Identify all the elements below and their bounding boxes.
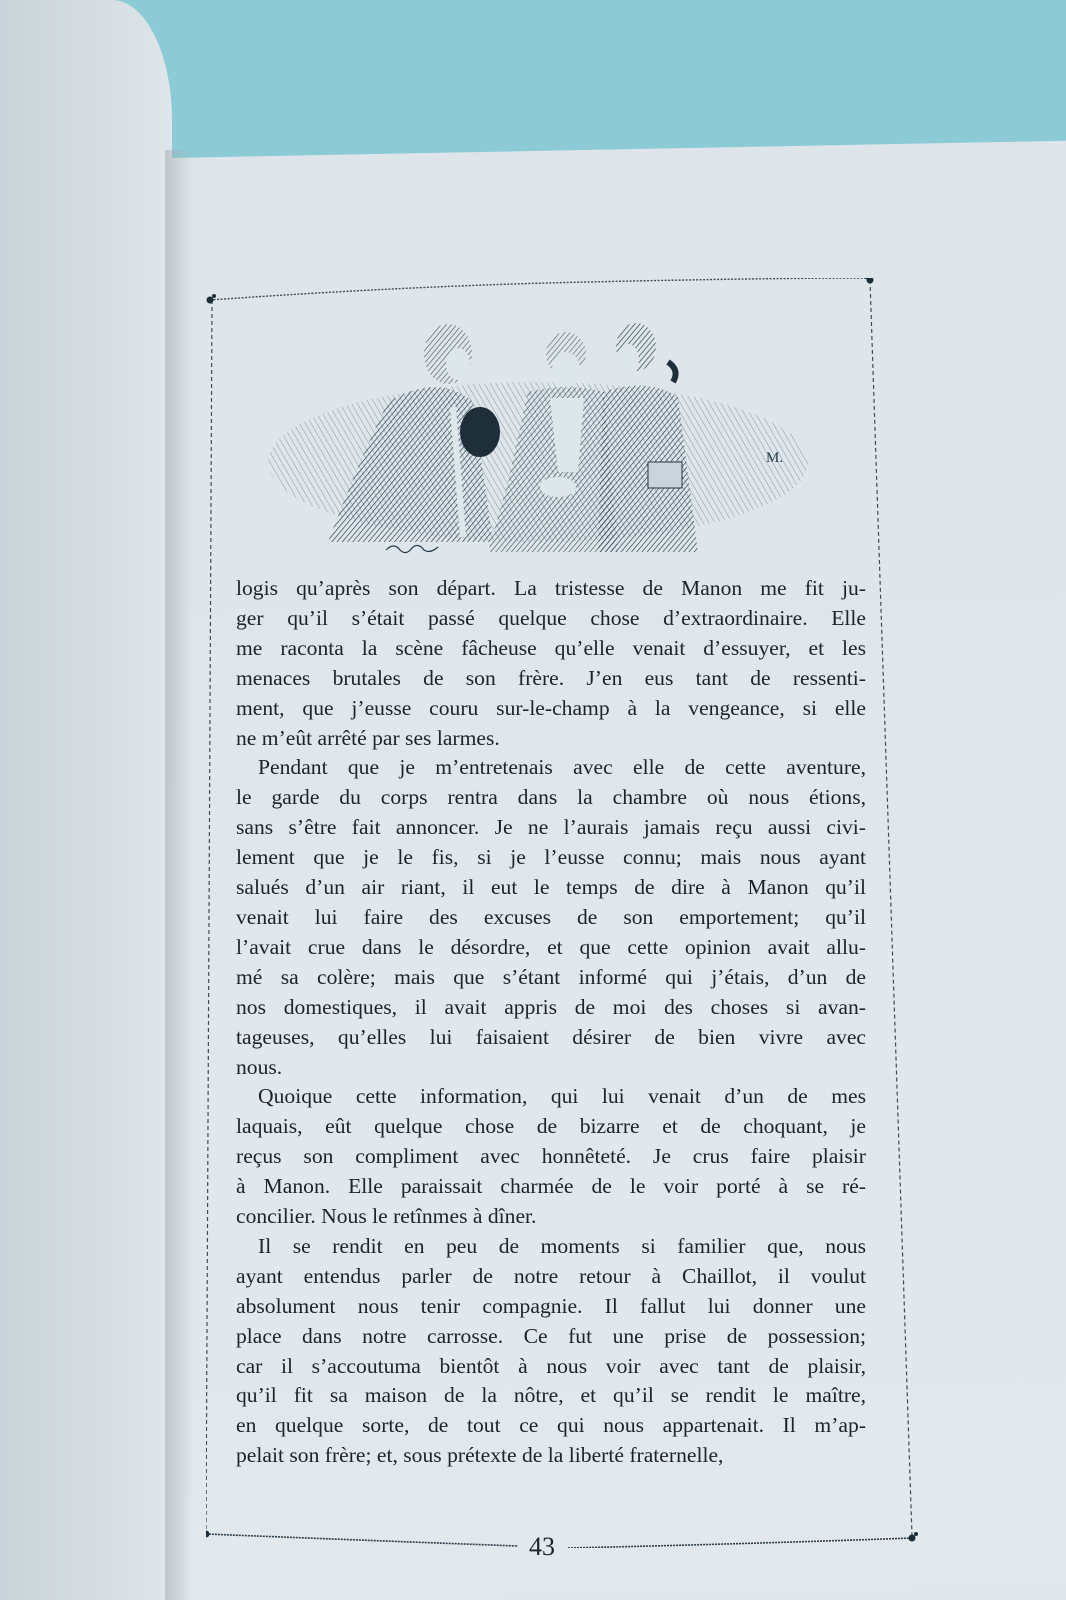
border-left (206, 300, 212, 1533)
illustration-monogram: M. (766, 450, 784, 466)
page-number: 43 (529, 1532, 555, 1561)
text-line: menaces brutales de son frère. J’en eus tant de ressenti- (236, 665, 866, 690)
text-line: concilier. Nous le retînmes à dîner. (236, 1204, 537, 1229)
border-right (870, 280, 912, 1536)
text-line: me raconta la scène fâcheuse qu’elle venait d’essuyer, et les (236, 635, 866, 660)
text-line: pelait son frère; et, sous prétexte de la liberté fraternelle, (236, 1443, 724, 1468)
border-bottom-right (568, 1538, 912, 1548)
text-line: place dans notre carrosse. Ce fut une prise de possession; (236, 1323, 866, 1348)
text-line: car il s’accoutuma bientôt à nous voir avec tant de plaisir, (236, 1353, 866, 1378)
engraver-signature (386, 545, 438, 552)
text-line: Pendant que je m’entretenais avec elle de cette aventure, (258, 755, 866, 780)
text-line: qu’il fit sa maison de la nôtre, et qu’il se rendit le maître, (236, 1383, 866, 1408)
text-line: logis qu’après son départ. La tristesse de Manon me fit ju- (236, 576, 866, 600)
figure-right-man (598, 323, 698, 552)
text-line: venait lui faire des excuses de son emportement; qu’il (236, 904, 866, 929)
text-line: lement que je le fis, si je l’eusse connu; mais nous ayant (236, 845, 866, 870)
border-bottom-left (206, 1534, 518, 1546)
text-line: tageuses, qu’elles lui faisaient désirer de bien vivre avec (236, 1024, 866, 1049)
text-line: absolument nous tenir compagnie. Il fallut lui donner une (236, 1293, 866, 1318)
text-line: reçus son compliment avec honnêteté. Je crus faire plaisir (236, 1144, 866, 1169)
engraving-illustration (258, 312, 818, 556)
paragraph (236, 1082, 866, 1232)
text-line: ment, que j’eusse couru sur-le-champ à la vengeance, si elle (236, 695, 866, 720)
paragraph (236, 1232, 866, 1471)
text-line: ger qu’il s’était passé quelque chose d’extraordinaire. Elle (236, 605, 866, 630)
engraving-svg (258, 312, 818, 556)
text-line: ayant entendus parler de notre retour à Chaillot, il voulut (236, 1263, 866, 1288)
text-line: Il se rendit en peu de moments si familier que, nous (258, 1233, 866, 1258)
text-line: laquais, eût quelque chose de bizarre et de choquant, je (236, 1114, 866, 1139)
left-page (0, 0, 172, 1600)
gutter-shadow (165, 150, 193, 1600)
body-text (236, 574, 866, 1471)
text-line: nous. (236, 1054, 283, 1079)
text-line: sans s’être fait annoncer. Je ne l’aurais jamais reçu aussi civi- (236, 815, 866, 840)
text-line: salués d’un air riant, il eut le temps de dire à Manon qu’il (236, 875, 866, 900)
paragraph (236, 574, 866, 753)
text-line: le garde du corps rentra dans la chambre où nous étions, (236, 785, 866, 810)
text-line: mé sa colère; mais que s’étant informé qui j’étais, d’un de (236, 964, 866, 989)
text-line: à Manon. Elle paraissait charmée de le voir porté à se ré- (236, 1174, 866, 1199)
text-line: Quoique cette information, qui lui venait d’un de mes (258, 1084, 866, 1109)
text-line: ne m’eût arrêté par ses larmes. (236, 725, 500, 750)
border-top (210, 278, 870, 300)
text-line: l’avait crue dans le désordre, et que cette opinion avait allu- (236, 934, 866, 959)
paragraph (236, 753, 866, 1082)
text-line: nos domestiques, il avait appris de moi des choses si avan- (236, 994, 866, 1019)
text-line: en quelque sorte, de tout ce qui nous appartenait. Il m’ap- (236, 1413, 866, 1438)
